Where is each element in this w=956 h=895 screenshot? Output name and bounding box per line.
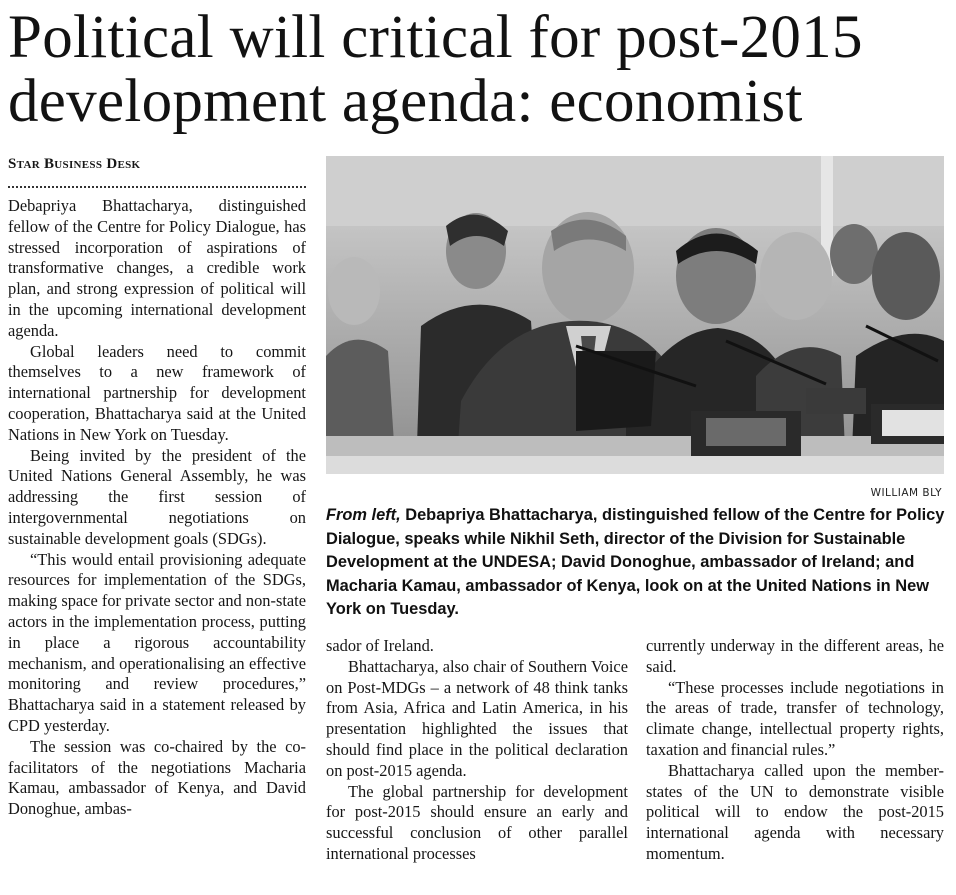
article-paragraph: The global partnership for development for post-2015 should ensure an early and successful conclusion of other parallel international processes <box>326 781 628 863</box>
news-photo-image <box>326 156 944 474</box>
article-paragraph: The session was co-chaired by the co-facilitators of the negotiations Macharia Kamau, ambassador of Kenya, and David Donoghue, ambas- <box>8 736 306 819</box>
headline <box>8 6 953 134</box>
article-paragraph: Debapriya Bhattacharya, distinguished fellow of the Centre for Policy Dialogue, has stressed incorporation of aspirations of transformative changes, a credible work plan, and strong expression of political will in the upcoming international development agenda. <box>8 196 306 340</box>
article-paragraph: “These processes include negotiations in the areas of trade, transfer of technology, climate change, intellectual property rights, taxation and financial rules.” <box>646 677 944 759</box>
caption-body: Debapriya Bhattacharya, distinguished fellow of the Centre for Policy Dialogue, speaks while Nikhil Seth, director of the Division for Sustainable Development at the UNDESA; David Donoghue, ambassador of Ireland; and Macharia Kamau, ambassador of Kenya, look on at the United Nations in New York on Tuesday. <box>326 506 945 618</box>
news-photo <box>326 156 944 474</box>
article-paragraph: Being invited by the president of the United Nations General Assembly, he was addressing the first session of intergovernmental negotiations on sustainable development goals (SDGs). <box>8 445 306 548</box>
byline-divider <box>8 186 306 188</box>
article-paragraph: Bhattacharya, also chair of Southern Voice on Post-MDGs – a network of 48 think tanks from Asia, Africa and Latin America, in his presentation highlighted the issues that should find place in the political declaration on post-2015 agenda. <box>326 656 628 780</box>
article-column-3 <box>646 636 944 894</box>
article-column-2 <box>326 636 628 894</box>
byline: Star Business Desk <box>8 156 141 172</box>
article-paragraph: Global leaders need to commit themselves to a new framework of international partnership for development cooperation, Bhattacharya said at the United Nations in New York on Tuesday. <box>8 341 306 444</box>
photo-credit: WILLIAM BLY <box>870 487 942 499</box>
photo-caption <box>326 504 946 622</box>
article-column-1 <box>8 196 306 892</box>
headline-line-1: Political will critical for post-2015 <box>8 4 863 71</box>
caption-lead: From left, <box>326 506 401 524</box>
article-paragraph: currently underway in the different areas, he said. <box>646 636 944 676</box>
article-paragraph: Bhattacharya called upon the member-states of the UN to demonstrate visible political will to endow the post-2015 international agenda with necessary momentum. <box>646 760 944 863</box>
article-paragraph: sador of Ireland. <box>326 636 434 655</box>
headline-line-2: development agenda: economist <box>8 68 803 135</box>
article-paragraph: “This would entail provisioning adequate resources for implementation of the SDGs, making space for private sector and non-state actors in the implementation process, putting in place a rigorous accountability mechanism, and operationalising an effective monitoring and review procedures,” Bhattacharya said in a statement released by CPD yesterday. <box>8 549 306 735</box>
